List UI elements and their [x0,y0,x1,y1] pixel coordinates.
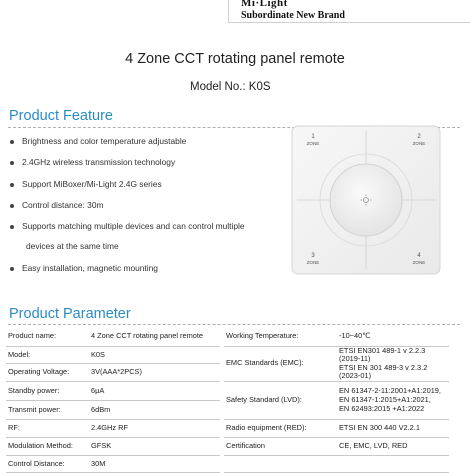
parameter-divider [8,324,460,325]
feature-item-continuation: devices at the same time [26,241,119,251]
param-value: 2.4GHz RF [89,419,220,437]
param-label: Certification [224,437,337,455]
param-label: Transmit power: [6,400,89,419]
param-value: ETSI EN301 489-1 v 2.2.3 (2019-11) ETSI EN 301 489-3 v 2.3.2 (2023-01) [337,346,449,381]
feature-item: Control distance: 30m [10,200,103,210]
table-row [6,437,449,455]
rotating-knob[interactable] [330,164,402,236]
param-label: Radio equipment (RED): [224,419,337,437]
param-label: Model: [6,346,89,364]
zone-1-button[interactable]: 1 ZONE [306,134,320,146]
feature-item: Brightness and color temperature adjustable [10,136,186,146]
parameter-heading: Product Parameter [9,306,131,322]
feature-heading: Product Feature [9,108,113,124]
param-value: 6dBm [89,400,220,419]
param-value: ETSI EN 300 440 V2.2.1 [337,419,449,437]
param-label: EMC Standards (EMC): [224,346,337,381]
param-value: -10~40℃ [337,328,449,346]
bullet-icon [10,225,14,229]
table-row [6,419,449,437]
feature-item: 2.4GHz wireless transmission technology [10,157,175,167]
panel-remote-image [291,125,441,275]
param-value: 4 Zone CCT rotating panel remote [89,328,220,346]
param-value: 6μA [89,381,220,400]
parameter-table [6,328,449,473]
param-value: K0S [89,346,220,364]
feature-item: Support MiBoxer/Mi-Light 2.4G series [10,179,162,189]
param-value: 3V(AAA*2PCS) [89,364,220,382]
param-label: Modulation Method: [6,437,89,455]
table-row [6,381,449,400]
param-label: Operating Voltage: [6,364,89,382]
bullet-icon [10,267,14,271]
feature-item: Easy installation, magnetic mounting [10,263,158,273]
model-number: Model No.: K0S [190,81,271,93]
param-label: Working Temperature: [224,328,337,346]
brand-box [228,0,470,23]
zone-4-button[interactable]: 4 ZONE [412,253,426,265]
page-title: 4 Zone CCT rotating panel remote [125,51,345,67]
table-row [6,346,449,364]
param-label: Control Distance: [6,455,89,472]
bullet-icon [10,183,14,187]
param-label: Standby power: [6,381,89,400]
param-value: EN 61347-2-11:2001+A1:2019, EN 61347-1:2015+A1:2021, EN 62493:2015 +A1:2022 [337,381,449,419]
brand-name: Mi·Light [241,0,288,9]
param-label: Safety Standard (LVD): [224,381,337,419]
param-value: 30M [89,455,220,472]
param-value: GFSK [89,437,220,455]
zone-3-button[interactable]: 3 ZONE [306,253,320,265]
param-label: Product name: [6,328,89,346]
param-label: RF: [6,419,89,437]
brand-subtitle: Subordinate New Brand [241,10,345,21]
bullet-icon [10,140,14,144]
param-value: CE, EMC, LVD, RED [337,437,449,455]
table-row [6,328,449,346]
zone-2-button[interactable]: 2 ZONE [412,134,426,146]
feature-item: Supports matching multiple devices and can control multiple [10,221,245,231]
bullet-icon [10,161,14,165]
bullet-icon [10,204,14,208]
